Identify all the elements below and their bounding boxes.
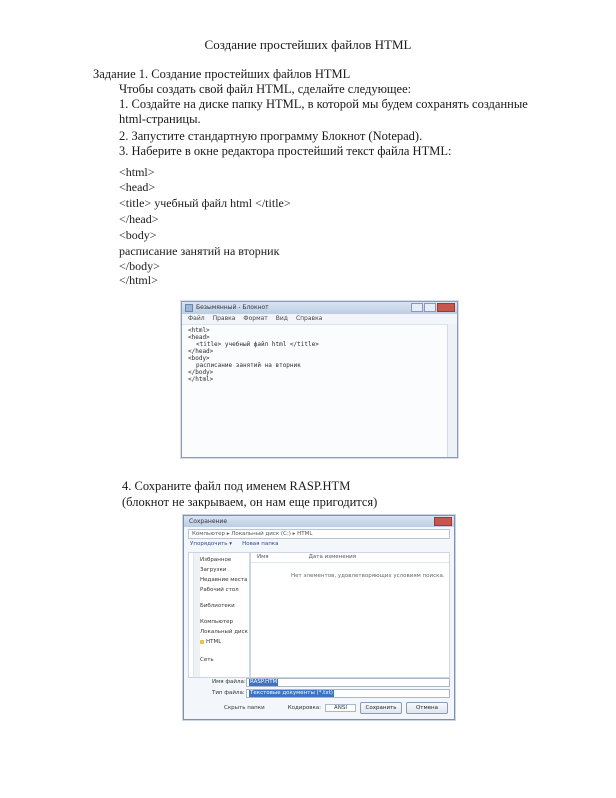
step-1-line-1: 1. Создайте на диске папку HTML, в которой мы будем сохранять созданные (119, 97, 528, 111)
dialog-title: Сохранение (189, 518, 228, 525)
nav-item-recent[interactable]: Недавние места (193, 577, 247, 583)
step-2: 2. Запустите стандартную программу Блокнот (Notepad). (119, 129, 423, 143)
notepad-line: </body> (188, 369, 214, 376)
step-4: 4. Сохраните файл под именем RASP.HTM (122, 479, 351, 493)
minimize-icon[interactable] (411, 303, 423, 312)
filename-row (188, 678, 450, 687)
menu-item-file[interactable]: Файл (188, 315, 205, 322)
empty-message: Нет элементов, удовлетворяющих условиям поиска. (291, 573, 445, 579)
notepad-line: <title> учебный файл html </title> (196, 341, 319, 348)
menu-item-format[interactable]: Формат (243, 315, 268, 322)
notepad-titlebar (182, 302, 457, 314)
menu-item-view[interactable]: Вид (275, 315, 288, 322)
notepad-title: Безымянный - Блокнот (196, 304, 269, 311)
notepad-line: <body> (188, 355, 210, 362)
notepad-scrollbar[interactable] (447, 324, 457, 457)
step-3: 3. Наберите в окне редактора простейший текст файла HTML: (119, 144, 452, 158)
close-icon[interactable] (437, 303, 455, 312)
address-bar[interactable] (188, 529, 450, 539)
menu-item-edit[interactable]: Правка (212, 315, 236, 322)
save-button[interactable]: Сохранить (360, 702, 402, 714)
nav-item-network[interactable]: Сеть (193, 657, 214, 663)
filetype-select[interactable] (246, 689, 450, 698)
code-line: <body> (119, 228, 157, 242)
organize-button[interactable]: Упорядочить ▾ (190, 541, 233, 547)
maximize-icon[interactable] (424, 303, 436, 312)
notepad-line: </html> (188, 376, 214, 383)
notepad-line: <html> (188, 327, 210, 334)
notepad-icon (185, 304, 193, 312)
address-path: Компьютер ▸ Локальный диск (C:) ▸ HTML (192, 531, 313, 537)
filename-label: Имя файла: (212, 679, 246, 685)
nav-item-libraries[interactable]: Библиотеки (193, 603, 235, 609)
menu-item-help[interactable]: Справка (295, 315, 323, 322)
code-line: <html> (119, 165, 155, 179)
code-line: <title> учебный файл html </title> (119, 196, 291, 210)
code-line: <head> (119, 180, 156, 194)
notepad-line: расписание занятий на вторник (196, 362, 301, 369)
notepad-line: </head> (188, 348, 214, 355)
filename-value: RASP.HTM (250, 679, 278, 685)
page-title: Создание простейших файлов HTML (204, 37, 412, 52)
notepad-line: <head> (188, 334, 210, 341)
column-header-name[interactable]: Имя (257, 554, 269, 560)
new-folder-button[interactable]: Новая папка (242, 541, 279, 547)
dialog-titlebar (184, 516, 454, 527)
code-line: расписание занятий на вторник (119, 244, 280, 258)
dialog-toolbar (184, 541, 454, 550)
hide-folders-toggle[interactable]: Скрыть папки (224, 705, 265, 711)
save-dialog-screenshot (183, 515, 455, 720)
nav-item-favorites[interactable]: Избранное (193, 557, 231, 563)
filetype-value: Текстовые документы (*.txt) (250, 690, 333, 696)
nav-item-local-disk[interactable]: Локальный диск (193, 629, 248, 635)
task-heading: Задание 1. Создание простейших файлов HTML (93, 67, 351, 81)
filetype-label: Тип файла: (212, 690, 245, 696)
step-1-line-2: html-страницы. (119, 112, 201, 126)
nav-item-downloads[interactable]: Загрузки (193, 567, 226, 573)
close-icon[interactable] (434, 517, 452, 526)
nav-item-html-folder[interactable]: HTML (199, 639, 221, 645)
encoding-label: Кодировка: (287, 705, 321, 711)
cancel-button[interactable]: Отмена (406, 702, 448, 714)
navigation-pane (188, 552, 250, 678)
nav-scrollbar[interactable] (193, 553, 200, 677)
encoding-select[interactable]: ANSI (325, 704, 356, 712)
code-line: </html> (119, 273, 158, 287)
file-list-pane (250, 552, 450, 678)
nav-item-desktop[interactable]: Рабочий стол (193, 587, 239, 593)
filetype-row (188, 689, 450, 698)
notepad-menubar (182, 314, 457, 325)
nav-item-computer[interactable]: Компьютер (193, 619, 233, 625)
intro-text: Чтобы создать свой файл HTML, сделайте следующее: (119, 82, 412, 96)
code-line: </head> (119, 212, 159, 226)
dialog-button-row (184, 702, 448, 714)
notepad-window-screenshot (181, 301, 458, 458)
filename-input[interactable] (246, 678, 450, 687)
code-line: </body> (119, 259, 160, 273)
step-4-note: (блокнот не закрываем, он нам еще пригодится) (122, 495, 378, 509)
column-header-date[interactable]: Дата изменения (308, 554, 357, 560)
